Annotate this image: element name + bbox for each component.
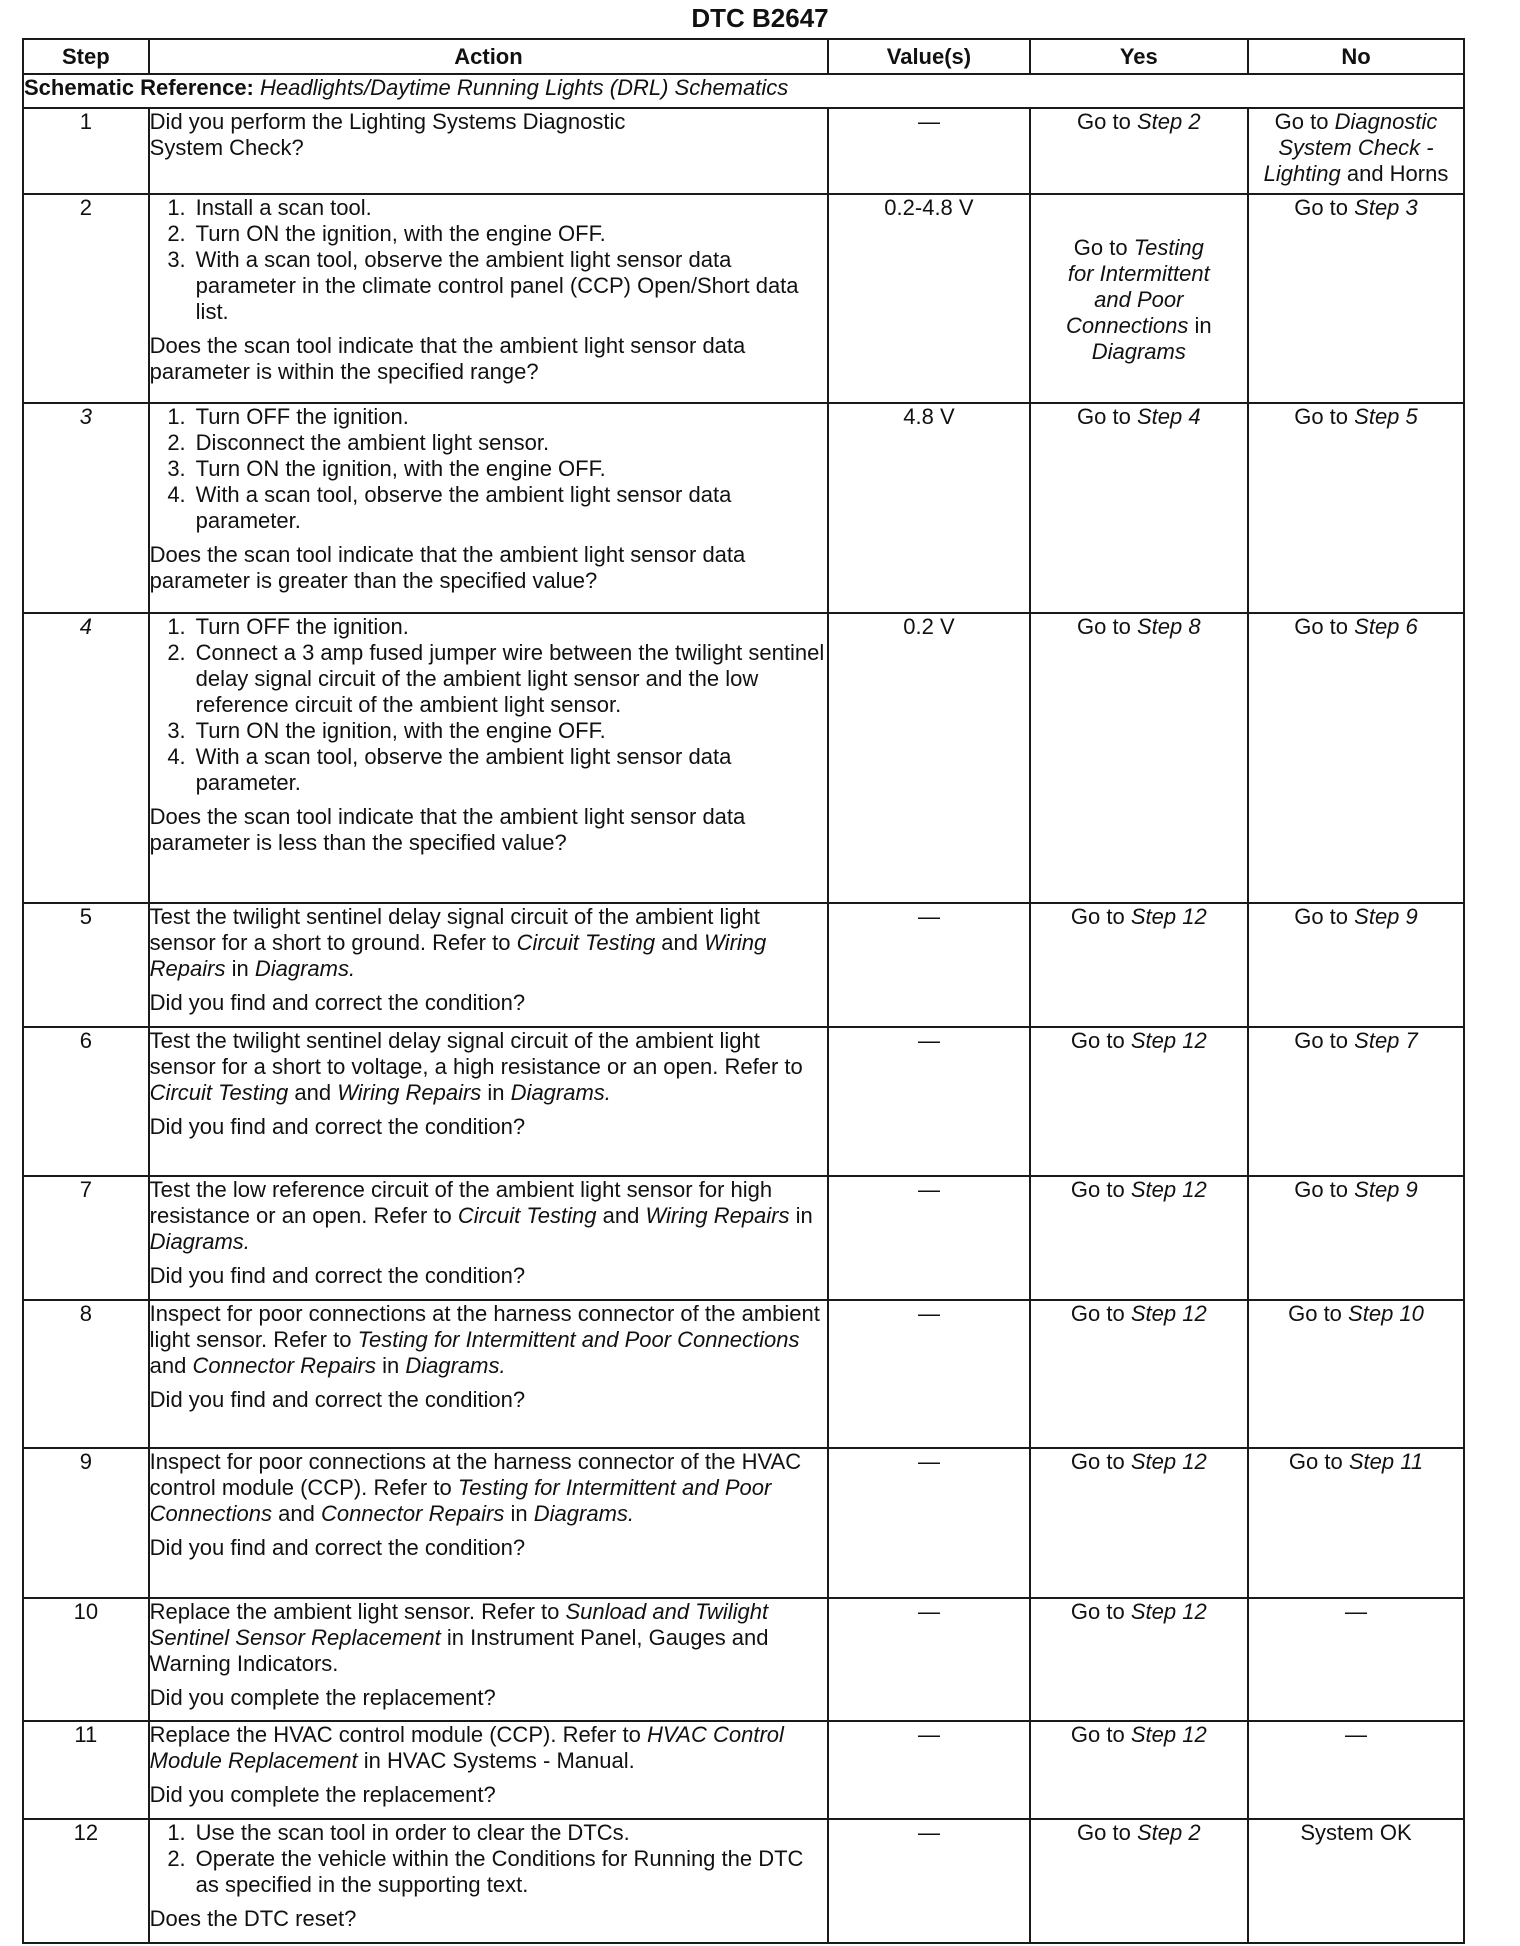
step-number: 5	[23, 903, 149, 1027]
value-cell: —	[828, 108, 1029, 194]
substep: With a scan tool, observe the ambient light sensor data parameter.	[195, 482, 732, 533]
yes-cell: Go to Step 2	[1030, 1819, 1248, 1943]
no-cell: Go to Step 5	[1248, 403, 1464, 613]
yes-cell: Go to Step 4	[1030, 403, 1248, 613]
action-cell: Inspect for poor connections at the harness connector of the HVAC control module (CCP). Refer to Testing for Intermittent and Poor Connections and Connector Repairs in Diagrams. Did you find and correct the condition?	[149, 1448, 829, 1598]
action-cell: 1. Install a scan tool. 2. Turn ON the ignition, with the engine OFF. 3. With a scan tool, observe the ambient light sensor data parameter in the climate control panel (CCP) Open/Short data list. Does the scan tool indicate that the ambient light sensor data parameter is within the specified range?	[149, 194, 829, 403]
yes-cell: Go to Step 2	[1030, 108, 1248, 194]
yes-cell: Go to Step 8	[1030, 613, 1248, 903]
question: Does the scan tool indicate that the ambient light sensor data parameter is within the specified range?	[149, 333, 746, 384]
table-row	[23, 1300, 1464, 1448]
yes-cell: Go to Step 12	[1030, 1721, 1248, 1819]
question: Does the scan tool indicate that the ambient light sensor data parameter is less than the specified value?	[149, 804, 746, 855]
question: Did you find and correct the condition?	[149, 1114, 526, 1139]
step-number: 2	[23, 194, 149, 403]
table-row	[23, 1176, 1464, 1300]
schematic-link: Headlights/Daytime Running Lights (DRL) Schematics	[260, 75, 789, 100]
no-cell: —	[1248, 1598, 1464, 1721]
no-cell: Go to Step 11	[1248, 1448, 1464, 1598]
substep: Operate the vehicle within the Conditions for Running the DTC as specified in the supporting text.	[195, 1846, 804, 1897]
yes-cell: Go to Step 12	[1030, 903, 1248, 1027]
action-cell: Test the twilight sentinel delay signal circuit of the ambient light sensor for a short to voltage, a high resistance or an open. Refer to Circuit Testing and Wiring Repairs in Diagrams. Did you find and correct the condition?	[149, 1027, 829, 1176]
step-number: 1	[23, 108, 149, 194]
no-cell: Go to Step 3	[1248, 194, 1464, 403]
question: Did you find and correct the condition?	[149, 990, 526, 1015]
header-no: No	[1248, 39, 1464, 74]
question: Does the scan tool indicate that the ambient light sensor data parameter is greater than the specified value?	[149, 542, 746, 593]
yes-cell: Go to Testing for Intermittent and Poor Connections in Diagrams	[1030, 194, 1248, 403]
no-cell: Go to Step 10	[1248, 1300, 1464, 1448]
table-row	[23, 1448, 1464, 1598]
value-cell: 4.8 V	[828, 403, 1029, 613]
step-number: 8	[23, 1300, 149, 1448]
header-row	[23, 39, 1464, 74]
question: Did you find and correct the condition?	[149, 1263, 526, 1288]
value-cell: —	[828, 903, 1029, 1027]
action-line: Did you perform the Lighting Systems Diagnostic	[149, 109, 626, 134]
no-cell: —	[1248, 1721, 1464, 1819]
action-cell: Replace the ambient light sensor. Refer to Sunload and Twilight Sentinel Sensor Replacement in Instrument Panel, Gauges and Warning Indicators. Did you complete the replacement?	[149, 1598, 829, 1721]
substep: Connect a 3 amp fused jumper wire between the twilight sentinel delay signal circuit of the ambient light sensor and the low reference circuit of the ambient light sensor.	[195, 640, 825, 717]
value-cell: —	[828, 1300, 1029, 1448]
question: Does the DTC reset?	[149, 1906, 357, 1931]
table-row	[23, 194, 1464, 403]
table-row	[23, 403, 1464, 613]
action-cell: Inspect for poor connections at the harness connector of the ambient light sensor. Refer to Testing for Intermittent and Poor Connections and Connector Repairs in Diagrams. Did you find and correct the condition?	[149, 1300, 829, 1448]
substep: Turn OFF the ignition.	[195, 614, 409, 639]
action-cell: 1. Turn OFF the ignition. 2. Connect a 3 amp fused jumper wire between the twilight sentinel delay signal circuit of the ambient light sensor and the low reference circuit of the ambient light sensor. 3. Turn ON the ignition, with the engine OFF. 4. With a scan tool, observe the ambient light sensor data parameter. Does the scan tool indicate that the ambient light sensor data parameter is less than the specified value?	[149, 613, 829, 903]
value-cell: 0.2-4.8 V	[828, 194, 1029, 403]
yes-cell: Go to Step 12	[1030, 1027, 1248, 1176]
no-cell: System OK	[1248, 1819, 1464, 1943]
substep: Turn ON the ignition, with the engine OFF.	[195, 456, 606, 481]
substep: Install a scan tool.	[195, 195, 372, 220]
substep: With a scan tool, observe the ambient light sensor data parameter.	[195, 744, 732, 795]
header-yes: Yes	[1030, 39, 1248, 74]
question: Did you complete the replacement?	[149, 1782, 496, 1807]
header-values: Value(s)	[828, 39, 1029, 74]
substep: Turn ON the ignition, with the engine OFF.	[195, 221, 606, 246]
table-row	[23, 903, 1464, 1027]
step-number: 10	[23, 1598, 149, 1721]
substep: Turn ON the ignition, with the engine OFF.	[195, 718, 606, 743]
substep: Turn OFF the ignition.	[195, 404, 409, 429]
yes-cell: Go to Step 12	[1030, 1176, 1248, 1300]
yes-cell: Go to Step 12	[1030, 1448, 1248, 1598]
schematic-label: Schematic Reference:	[24, 75, 254, 100]
schematic-reference	[23, 74, 1464, 108]
yes-cell: Go to Step 12	[1030, 1300, 1248, 1448]
substep: Use the scan tool in order to clear the DTCs.	[195, 1820, 630, 1845]
table-row	[23, 108, 1464, 194]
action-cell: 1. Turn OFF the ignition. 2. Disconnect the ambient light sensor. 3. Turn ON the ignition, with the engine OFF. 4. With a scan tool, observe the ambient light sensor data parameter. Does the scan tool indicate that the ambient light sensor data parameter is greater than the specified value?	[149, 403, 829, 613]
substep: With a scan tool, observe the ambient light sensor data parameter in the climate control panel (CCP) Open/Short data list.	[195, 247, 799, 324]
step-number: 4	[23, 613, 149, 903]
question: Did you find and correct the condition?	[149, 1535, 526, 1560]
table-row	[23, 1819, 1464, 1943]
diagnostic-table	[22, 38, 1465, 1944]
step-number: 9	[23, 1448, 149, 1598]
action-line: System Check?	[149, 135, 304, 160]
value-cell: —	[828, 1027, 1029, 1176]
page-title: DTC B2647	[691, 3, 829, 33]
no-cell: Go to Step 9	[1248, 1176, 1464, 1300]
yes-cell: Go to Step 12	[1030, 1598, 1248, 1721]
no-cell: Go to Diagnostic System Check - Lighting and Horns	[1248, 108, 1464, 194]
action-cell: Replace the HVAC control module (CCP). Refer to HVAC Control Module Replacement in HVAC Systems - Manual. Did you complete the replacement?	[149, 1721, 829, 1819]
value-cell: —	[828, 1721, 1029, 1819]
value-cell: —	[828, 1176, 1029, 1300]
step-number: 7	[23, 1176, 149, 1300]
table-row	[23, 1598, 1464, 1721]
question: Did you complete the replacement?	[149, 1685, 496, 1710]
step-number: 11	[23, 1721, 149, 1819]
no-cell: Go to Step 7	[1248, 1027, 1464, 1176]
value-cell: —	[828, 1819, 1029, 1943]
action-cell: 1. Use the scan tool in order to clear the DTCs. 2. Operate the vehicle within the Conditions for Running the DTC as specified in the supporting text. Does the DTC reset?	[149, 1819, 829, 1943]
value-cell: 0.2 V	[828, 613, 1029, 903]
question: Did you find and correct the condition?	[149, 1387, 526, 1412]
header-step: Step	[23, 39, 149, 74]
action-cell: Test the twilight sentinel delay signal circuit of the ambient light sensor for a short to ground. Refer to Circuit Testing and Wiring Repairs in Diagrams. Did you find and correct the condition?	[149, 903, 829, 1027]
step-number: 12	[23, 1819, 149, 1943]
no-cell: Go to Step 6	[1248, 613, 1464, 903]
value-cell: —	[828, 1598, 1029, 1721]
step-number: 3	[23, 403, 149, 613]
action-cell	[149, 108, 829, 194]
header-action: Action	[149, 39, 829, 74]
table-row	[23, 1027, 1464, 1176]
value-cell: —	[828, 1448, 1029, 1598]
schematic-row	[23, 74, 1464, 108]
no-cell: Go to Step 9	[1248, 903, 1464, 1027]
action-cell: Test the low reference circuit of the ambient light sensor for high resistance or an open. Refer to Circuit Testing and Wiring Repairs in Diagrams. Did you find and correct the condition?	[149, 1176, 829, 1300]
table-row	[23, 1721, 1464, 1819]
step-number: 6	[23, 1027, 149, 1176]
substep: Disconnect the ambient light sensor.	[195, 430, 550, 455]
table-row	[23, 613, 1464, 903]
